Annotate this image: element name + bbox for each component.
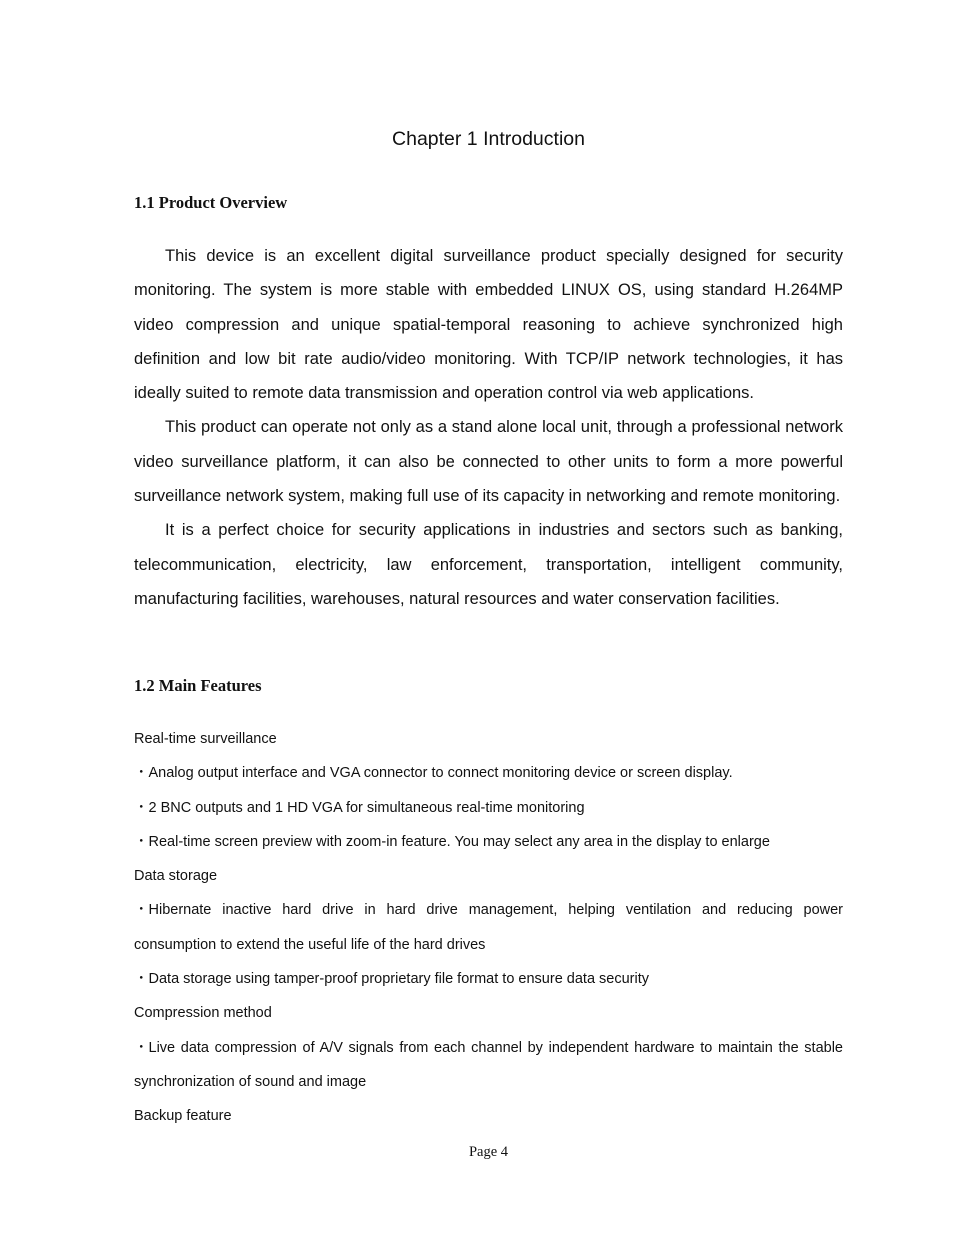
feature-item [134, 756, 843, 790]
feature-item [134, 962, 843, 996]
feature-item [134, 825, 843, 859]
feature-item [134, 1031, 843, 1100]
bullet-icon: ・ [134, 833, 149, 850]
section-heading-main-features: 1.2 Main Features [134, 676, 262, 695]
feature-item [134, 893, 843, 962]
product-overview-body [134, 239, 843, 616]
bullet-icon: ・ [134, 1039, 149, 1056]
feature-group-title: Data storage [134, 868, 218, 885]
page-number: Page 4 [468, 1144, 509, 1160]
feature-group-title: Real-time surveillance [134, 731, 277, 747]
feature-item-text: Live data compression of A/V signals from each channel by independent hardware to maintain the stable synchronization of sound and image [134, 1039, 843, 1090]
main-features-list [134, 722, 843, 1134]
section-heading-product-overview: 1.1 Product Overview [134, 193, 288, 212]
feature-group-title: Backup feature [134, 1108, 232, 1125]
overview-paragraph: This product can operate not only as a stand alone local unit, through a professional network video surveillance platform, it can also be connected to other units to form a more powerful surveillance network system, making full use of its capacity in networking and remote monitoring. [134, 418, 843, 506]
bullet-icon: ・ [134, 799, 149, 816]
bullet-icon: ・ [134, 765, 149, 782]
feature-item-text: Data storage using tamper-proof proprietary file format to ensure data security [148, 971, 649, 988]
feature-item-text: 2 BNC outputs and 1 HD VGA for simultaneous real-time monitoring [148, 799, 585, 816]
feature-group-title: Compression method [134, 1005, 272, 1022]
feature-item-text: Real-time screen preview with zoom-in feature. You may select any area in the display to enlarge [148, 833, 770, 850]
feature-item-text: Hibernate inactive hard drive in hard drive management, helping ventilation and reducing power consumption to extend the useful life of the hard drives [134, 902, 843, 953]
feature-item-text: Analog output interface and VGA connector to connect monitoring device or screen display. [148, 765, 733, 782]
chapter-title: Chapter 1 Introduction [392, 128, 585, 150]
bullet-icon: ・ [134, 902, 149, 919]
bullet-icon: ・ [134, 971, 149, 988]
overview-paragraph: It is a perfect choice for security applications in industries and sectors such as banking, telecommunication, electricity, law enforcement, transportation, intelligent community, manufacturing facilities, warehouses, natural resources and water conservation facilities. [134, 521, 843, 608]
overview-paragraph: This device is an excellent digital surveillance product specially designed for security monitoring. The system is more stable with embedded LINUX OS, using standard H.264MP video compression and unique spatial-temporal reasoning to achieve synchronized high definition and low bit rate audio/video monitoring. With TCP/IP network technologies, it has ideally suited to remote data transmission and operation control via web applications. [134, 247, 843, 403]
feature-item [134, 791, 843, 825]
